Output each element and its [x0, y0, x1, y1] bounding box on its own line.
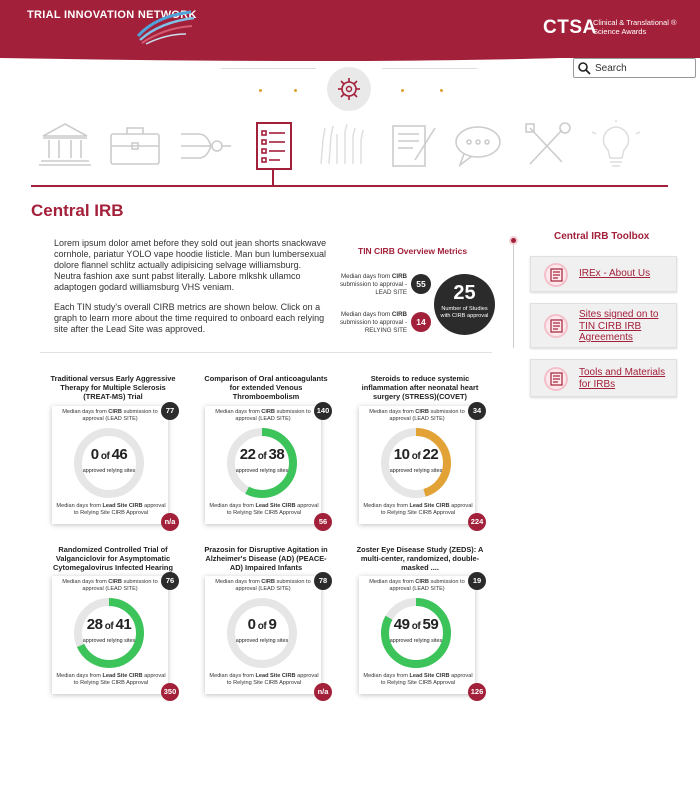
lead-days-badge: 140	[314, 402, 332, 420]
ctsa-tagline-line-1: Clinical & Translational ®	[593, 18, 677, 27]
relying-site-label-pre: Median days from	[363, 673, 410, 679]
nav-stem	[272, 170, 274, 185]
relying-days-badge: n/a	[314, 683, 332, 701]
of-word	[409, 621, 422, 632]
relying-site-label-bold: Lead Site CIRB	[255, 503, 296, 509]
page-title: Central IRB	[31, 201, 124, 220]
approved-count	[224, 446, 300, 464]
relying-days-badge: n/a	[161, 513, 179, 531]
study-card[interactable]	[205, 576, 329, 696]
study-title: Prazosin for Disruptive Agitation in Alzheimer's Disease (AD) (PEACE-AD) Impaired Infants	[204, 545, 328, 572]
lead-site-label-pre: Median days from	[62, 409, 109, 415]
nav-connector	[382, 68, 477, 69]
overview-studies-value: 25	[453, 282, 476, 304]
search-input[interactable]: Search	[595, 63, 627, 74]
approved-count	[378, 446, 454, 464]
relying-site-label-pre: Median days from	[56, 673, 103, 679]
brand-name[interactable]: TRIAL INNOVATION NETWORK	[27, 9, 197, 21]
hands-icon[interactable]	[315, 120, 371, 170]
total-value: 22	[422, 446, 439, 463]
lead-site-label-post: submission to approval (LEAD SITE)	[389, 409, 465, 422]
approved-count	[378, 616, 454, 634]
nav-divider	[31, 185, 668, 187]
ctsa-tagline	[593, 18, 676, 36]
network-icon[interactable]	[177, 120, 233, 170]
lead-site-label-bold: CIRB	[261, 579, 275, 585]
total-value: 59	[422, 616, 439, 633]
overview-lead-label-pre: Median days from	[340, 273, 392, 280]
study-title: Traditional versus Early Aggressive Therapy for Multiple Sclerosis (TREAT-MS) Trial	[50, 374, 176, 401]
approved-fraction	[87, 616, 131, 633]
overview-studies-label: Number of Studies with CIRB approval	[440, 306, 489, 319]
overview-relying-label-post: submission to approval - RELYING SITE	[339, 319, 407, 334]
nav-dot	[294, 89, 297, 92]
lead-site-label-pre: Median days from	[369, 579, 416, 585]
study-card[interactable]	[205, 406, 330, 526]
document-icon	[544, 263, 568, 287]
chat-icon[interactable]	[452, 120, 508, 170]
relying-site-label-post: approval to Relying Site CIRB Approval	[380, 503, 473, 516]
institution-icon[interactable]	[37, 120, 93, 170]
lead-site-label-bold: CIRB	[108, 409, 122, 415]
of-word	[102, 621, 115, 632]
nav-item-checklist[interactable]	[256, 122, 292, 170]
relying-site-label-post: approval to Relying Site CIRB Approval	[73, 503, 166, 516]
lead-site-label-pre: Median days from	[369, 409, 416, 415]
overview-lead-label	[327, 273, 407, 297]
document-icon	[544, 367, 568, 391]
lead-site-label	[361, 409, 473, 423]
study-title: Randomized Controlled Trial of Valganciclovir for Asymptomatic Cytomegalovirus Infected Hearing	[53, 545, 173, 572]
approval-ring[interactable]	[378, 595, 454, 671]
relying-days-badge: 350	[161, 683, 179, 701]
sidebar-title: Central IRB Toolbox	[554, 231, 650, 242]
ctsa-tagline-line-2: Science Awards	[593, 27, 647, 36]
of-word	[99, 451, 112, 462]
relying-days-badge: 56	[314, 513, 332, 531]
study-card[interactable]	[52, 406, 176, 526]
of-label: of	[411, 451, 421, 462]
lead-site-label	[361, 579, 473, 593]
overview-relying-label	[327, 311, 407, 335]
overview-lead-value: 55	[411, 274, 431, 294]
approved-count	[71, 446, 147, 464]
lead-site-label-post: submission to approval (LEAD SITE)	[389, 579, 465, 592]
lead-site-label-bold: CIRB	[261, 409, 275, 415]
lead-site-label	[207, 579, 319, 593]
approved-fraction	[248, 616, 277, 633]
briefcase-icon[interactable]	[107, 120, 163, 170]
search-icon	[578, 62, 591, 75]
brand-swoosh-logo	[136, 6, 196, 46]
relying-site-label-pre: Median days from	[56, 503, 103, 509]
overview-title: TIN CIRB Overview Metrics	[358, 246, 468, 256]
total-value: 46	[111, 446, 128, 463]
gear-button[interactable]	[327, 67, 371, 111]
approval-ring[interactable]	[71, 595, 147, 671]
lead-site-label-pre: Median days from	[62, 579, 109, 585]
lightbulb-icon[interactable]	[588, 120, 644, 170]
total-value: 41	[115, 616, 132, 633]
relying-site-label	[207, 673, 321, 687]
lead-site-label-bold: CIRB	[108, 579, 122, 585]
overview-relying-value: 14	[411, 312, 431, 332]
lead-site-label-post: submission to approval (LEAD SITE)	[235, 579, 311, 592]
approved-value: 49	[393, 616, 410, 633]
sidebar-dot	[509, 236, 518, 245]
overview-lead-label-bold: CIRB	[391, 273, 407, 280]
checklist-icon	[258, 124, 290, 168]
nav-dot	[401, 89, 404, 92]
approved-count	[71, 616, 147, 634]
nav-connector	[221, 68, 316, 69]
relying-site-label-post: approval to Relying Site CIRB Approval	[380, 673, 473, 686]
approved-label: approved relying sites	[82, 468, 136, 474]
lead-days-badge: 19	[468, 572, 486, 590]
approved-label: approved relying sites	[389, 638, 443, 644]
lead-site-label-bold: CIRB	[415, 579, 429, 585]
lead-site-label-post: submission to approval (LEAD SITE)	[82, 579, 158, 592]
intro-paragraph: Lorem ipsum dolor amet before they sold out jean shorts snackwave cornhole, pariatur YOLO vape hoodie listicle. Man bun lumbersexual dolore flannel schlitz actually adipisicing selvage williamsburg. Neutra fashion axe sunt pabst literally. Labore mlkshk ullamco adaptogen godard williamsburg VHS veniam.	[54, 238, 327, 292]
study-card[interactable]	[359, 406, 484, 526]
study-title: Zoster Eye Disease Study (ZEDS): A multi-center, randomized, double-masked ....	[356, 545, 484, 572]
section-divider	[40, 352, 492, 353]
document-icon	[544, 314, 568, 338]
overview-relying-label-bold: CIRB	[391, 311, 407, 318]
relying-site-label-post: approval to Relying Site CIRB Approval	[226, 673, 319, 686]
approved-value: 0	[247, 616, 256, 633]
sidebar-link[interactable]: IREx - About Us	[579, 268, 651, 279]
of-label: of	[257, 621, 267, 632]
approved-label: approved relying sites	[235, 468, 289, 474]
approved-label: approved relying sites	[82, 638, 136, 644]
intro-text	[54, 238, 329, 344]
approval-ring[interactable]	[71, 425, 147, 501]
lead-site-label	[207, 409, 319, 423]
relying-site-label-post: approval to Relying Site CIRB Approval	[73, 673, 166, 686]
approval-ring[interactable]	[378, 425, 454, 501]
overview-studies-count	[434, 274, 495, 335]
tools-icon[interactable]	[520, 120, 576, 170]
sidebar-link-card[interactable]	[530, 359, 677, 397]
approved-fraction	[91, 446, 128, 463]
gear-icon	[337, 77, 361, 101]
lead-site-label-pre: Median days from	[215, 579, 262, 585]
relying-days-badge: 126	[468, 683, 486, 701]
relying-site-label	[54, 673, 168, 687]
total-value: 9	[268, 616, 277, 633]
approved-label: approved relying sites	[389, 468, 443, 474]
approved-value: 28	[86, 616, 103, 633]
lead-site-label-bold: CIRB	[415, 409, 429, 415]
overview-relying-label-pre: Median days from	[340, 311, 392, 318]
ctsa-logo[interactable]: CTSA	[543, 17, 597, 38]
intro-paragraph: Each TIN study's overall CIRB metrics are shown below. Click on a graph to learn more about the time required to onboard each relying site after the Lead Site was approved.	[54, 302, 325, 334]
search-box[interactable]	[573, 58, 696, 78]
relying-site-label-bold: Lead Site CIRB	[102, 673, 143, 679]
nav-dot	[259, 89, 262, 92]
relying-site-label-bold: Lead Site CIRB	[102, 503, 143, 509]
overview-lead-label-post: submission to approval - LEAD SITE	[339, 281, 407, 296]
document-pen-icon[interactable]	[385, 120, 441, 170]
lead-site-label-post: submission to approval (LEAD SITE)	[235, 409, 311, 422]
relying-site-label-pre: Median days from	[209, 503, 256, 509]
of-label: of	[411, 621, 421, 632]
of-word	[255, 451, 268, 462]
sidebar-link-card[interactable]	[530, 303, 677, 348]
relying-site-label-pre: Median days from	[363, 503, 410, 509]
sidebar-link[interactable]: Sites signed on to TIN CIRB IRB Agreements	[579, 309, 659, 343]
study-title: Steroids to reduce systemic inflammation after neonatal heart surgery (STRESS)(COVET)	[361, 374, 479, 401]
lead-site-label	[54, 409, 166, 423]
lead-site-label	[54, 579, 166, 593]
approval-ring[interactable]	[224, 595, 300, 671]
study-card[interactable]	[359, 576, 484, 696]
approved-fraction	[240, 446, 284, 463]
approved-value: 10	[393, 446, 410, 463]
total-value: 38	[268, 446, 285, 463]
approved-label: approved relying sites	[235, 638, 289, 644]
approved-fraction	[394, 616, 438, 633]
lead-days-badge: 34	[468, 402, 486, 420]
relying-site-label-bold: Lead Site CIRB	[409, 503, 450, 509]
relying-site-label	[361, 673, 475, 687]
relying-site-label-bold: Lead Site CIRB	[409, 673, 450, 679]
of-label: of	[257, 451, 267, 462]
relying-site-label-bold: Lead Site CIRB	[255, 673, 296, 679]
relying-site-label	[361, 503, 475, 517]
of-word	[409, 451, 422, 462]
relying-site-label	[207, 503, 321, 517]
approved-fraction	[394, 446, 438, 463]
lead-days-badge: 78	[314, 572, 332, 590]
lead-site-label-pre: Median days from	[215, 409, 262, 415]
lead-days-badge: 77	[161, 402, 179, 420]
study-card[interactable]	[52, 576, 177, 696]
approval-ring[interactable]	[224, 425, 300, 501]
of-label: of	[104, 621, 114, 632]
approved-value: 22	[239, 446, 256, 463]
sidebar-link[interactable]: Tools and Materials for IRBs	[579, 367, 666, 390]
lead-days-badge: 76	[161, 572, 179, 590]
approved-value: 0	[90, 446, 99, 463]
nav-dot	[440, 89, 443, 92]
relying-site-label-pre: Median days from	[209, 673, 256, 679]
sidebar-link-card[interactable]	[530, 256, 677, 292]
of-word	[255, 621, 268, 632]
relying-site-label	[54, 503, 168, 517]
lead-site-label-post: submission to approval (LEAD SITE)	[82, 409, 158, 422]
approved-count	[224, 616, 300, 634]
of-label: of	[100, 451, 110, 462]
relying-site-label-post: approval to Relying Site CIRB Approval	[226, 503, 319, 516]
sidebar-rule	[513, 240, 514, 348]
study-title: Comparison of Oral anticoagulants for extended Venous Thromboembolism	[204, 374, 328, 401]
relying-days-badge: 224	[468, 513, 486, 531]
